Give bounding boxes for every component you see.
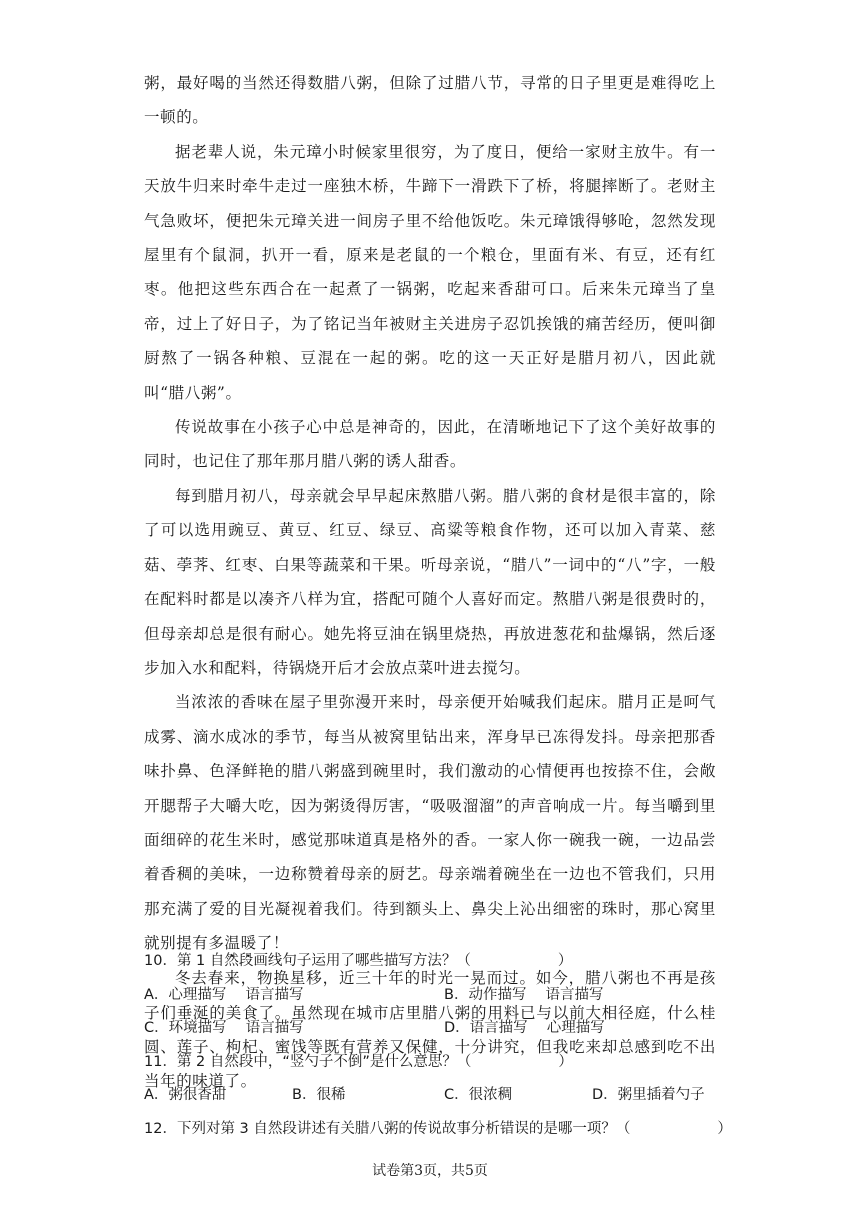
reading-passage	[144, 66, 716, 1099]
paragraph-text: 据老辈人说，朱元璋小时候家里很穷，为了度日，便给一家财主放牛。有一天放牛归来时牵牛走过一座独木桥，牛蹄下一滑跌下了桥，将腿摔断了。老财主气急败坏，便把朱元璋关进一间房子里不给他饭吃。朱元璋饿得够呛，忽然发现屋里有个鼠洞，扒开一看，原来是老鼠的一个粮仓，里面有米、有豆，还有红枣。他把这些东西合在一起煮了一锅粥，吃起来香甜可口。后来朱元璋当了皇帝，过上了好日子，为了铭记当年被财主关进房子忍饥挨饿的痛苦经历，便叫御厨熬了一锅各种粮、豆混在一起的粥。吃的这一天正好是腊月初八，因此就叫“腊八粥”。	[144, 142, 716, 402]
paragraph	[144, 410, 716, 479]
question-12: 12．下列对第 3 自然段讲述有关腊八粥的传说故事分析错误的是哪一项？（ ）	[144, 1120, 732, 1137]
paragraph	[144, 66, 716, 135]
option-b[interactable]: B．动作描写 语言描写	[444, 986, 604, 1003]
paragraph-text: 粥，最好喝的当然还得数腊八粥，但除了过腊八节，寻常的日子里更是难得吃上一顿的。	[144, 74, 716, 127]
paragraph	[144, 479, 716, 685]
option-b[interactable]: B．很稀	[292, 1087, 346, 1103]
option-d[interactable]: D．粥里插着勺子	[592, 1087, 705, 1103]
question-list	[144, 945, 732, 1146]
question-10: 10．第 1 自然段画线句子运用了哪些描写方法？（ ）	[144, 953, 573, 969]
paragraph	[144, 135, 716, 410]
paragraph	[144, 685, 716, 961]
paragraph-text-part: 了！	[256, 934, 289, 953]
paragraph-text: 传说故事在小孩子心中总是神奇的，因此，在清晰地记下了这个美好故事的同时，也记住了那年那月腊八粥的诱人甜香。	[144, 418, 716, 471]
option-c[interactable]: C．环境描写 语言描写	[144, 1020, 304, 1036]
question-10-options	[144, 979, 724, 1013]
option-a[interactable]: A．粥很香甜	[144, 1087, 227, 1103]
page-footer: 试卷第3页，共5页	[372, 1163, 488, 1179]
paragraph-text	[144, 685, 716, 961]
paragraph-text: 冬去春来，物换星移，近三十年的时光一晃而过。如今，腊八粥也不再是孩子们垂涎的美食了。虽然现在城市店里腊八粥的用料已与以前大相径庭，什么桂圆、莲子、枸杞、蜜饯等既有营养又保健，十分讲究，但我吃来却总感到吃不出当年的味道了。	[144, 969, 716, 1091]
option-c[interactable]: C．很浓稠	[444, 1087, 513, 1103]
emphasized-word: 温暖	[224, 934, 257, 953]
paragraph-text-part: 当浓浓的香味在屋子里弥漫开来时，母亲便开始喊我们起床。腊月正是呵气成雾、滴水成冰的季节，每当从被窝里钻出来，浑身早已冻得发抖。母亲把那香味扑鼻、色泽鲜艳的腊八粥盛到碗里时，我们激动的心情便再也按捺不住，会敞开腮帮子大嚼大吃，因为粥烫得厉害，“吸吸溜溜”的声音响成一片。每当嚼到里面细碎的花生米时，感觉那味道真是格外的香。一家人你一碗我一碗，一边品尝着香稠的美味，一边称赞着母亲的厨艺。母亲端着碗坐在一边也不管我们，只用那充满了爱的目光凝视着我们。待到额头上、鼻尖上沁出细密的珠时，那心窝里就别提有多	[144, 693, 716, 953]
question-11: 11．第 2 自然段中，“竖勺子不倒”是什么意思？（ ）	[144, 1053, 573, 1070]
question-11-options	[144, 1079, 724, 1113]
option-a[interactable]: A．心理描写 语言描写	[144, 986, 304, 1003]
paragraph-text: 每到腊月初八，母亲就会早早起床熬腊八粥。腊八粥的食材是很丰富的，除了可以选用豌豆、黄豆、红豆、绿豆、高粱等粮食作物，还可以加入青菜、慈菇、荸荠、红枣、白果等蔬菜和干果。听母亲说，“腊八”一词中的“八”字，一般在配料时都是以凑齐八样为宜，搭配可随个人喜好而定。熬腊八粥是很费时的，但母亲却总是很有耐心。她先将豆油在锅里烧热，再放进葱花和盐爆锅，然后逐步加入水和配料，待锅烧开后才会放点菜叶进去搅匀。	[144, 486, 716, 677]
option-d[interactable]: D．语言描写 心理描写	[444, 1020, 605, 1036]
question-10-options	[144, 1012, 724, 1046]
